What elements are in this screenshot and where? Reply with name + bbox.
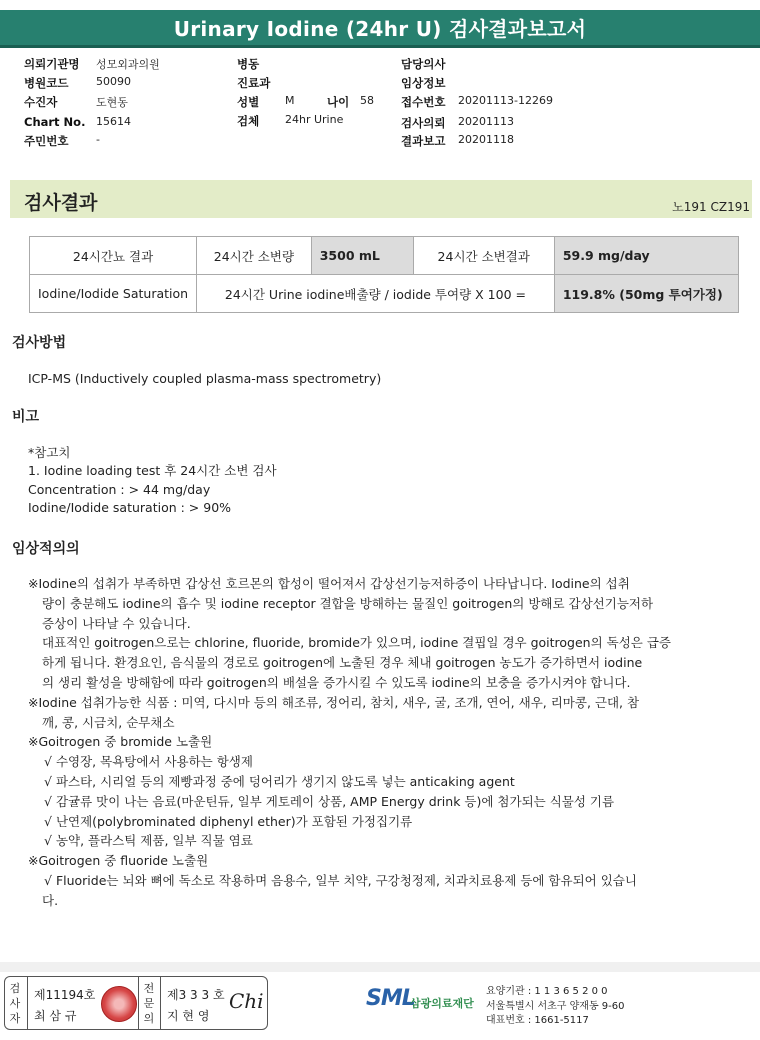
method-text: ICP-MS (Inductively coupled plasma-mass spectrometry) [28, 371, 382, 386]
table-row [30, 275, 739, 313]
institution-label: 의뢰기관명 [24, 57, 80, 71]
sml-org-name: 삼광의료재단 [410, 997, 474, 1010]
doctor-label: 전 문 의 [143, 982, 155, 1025]
urine-volume-value: 3500 mL [311, 237, 413, 275]
method-heading: 검사방법 [12, 335, 67, 351]
clinical-text [28, 574, 728, 911]
clinical-line: 량이 충분해도 iodine의 흡수 및 iodine receptor 결합을 방해하는 물질인 goitrogen의 방해로 갑상선기능저하 [42, 595, 654, 611]
result-cell: 24시간뇨 결과 [30, 237, 197, 275]
chart-no-label: Chart No. [24, 115, 86, 129]
tester-license: 제11194호 [34, 988, 96, 1002]
request-date-label: 검사의뢰 [401, 116, 446, 130]
report-title-bar [0, 10, 760, 48]
tester-label: 검 사 자 [9, 982, 21, 1025]
hospital-code-value: 50090 [96, 75, 131, 88]
lab-phone: 대표번호 : 1661-5117 [486, 1015, 589, 1026]
sml-logo [366, 986, 474, 1011]
physician-label: 담당의사 [401, 57, 446, 71]
clinical-line: 증상이 나타날 수 있습니다. [42, 615, 191, 631]
lab-code: 요양기관 : 1 1 3 6 5 2 0 0 [486, 986, 608, 997]
department-label: 진료과 [237, 76, 271, 90]
resident-no-label: 주민번호 [24, 134, 69, 148]
results-code: 노191 CZ191 [672, 200, 750, 214]
doctor-signature: Chi [229, 989, 264, 1013]
lab-address: 서울특별시 서초구 양재동 9-60 [486, 1000, 625, 1012]
divider [138, 977, 139, 1029]
clinical-line: 깨, 콩, 시금치, 순무채소 [42, 714, 175, 730]
clinical-line: √ Fluoride는 뇌와 뼈에 독소로 작용하며 음용수, 일부 치약, 구강청정제, 치과치료용제 등에 함유되어 있습니 [44, 872, 637, 888]
specimen-label: 검체 [237, 114, 260, 128]
urine-result-value: 59.9 mg/day [554, 237, 738, 275]
patient-name-label: 수진자 [24, 95, 58, 109]
remarks-line: *참고치 [28, 445, 71, 460]
request-date-value: 20201113 [458, 115, 514, 128]
table-row [30, 237, 739, 275]
remarks-heading: 비고 [12, 409, 40, 425]
patient-info [0, 56, 760, 156]
clinical-line: √ 난연제(polybrominated diphenyl ether)가 포함된 가정집기류 [44, 813, 413, 829]
report-date-value: 20201118 [458, 133, 514, 146]
sml-logo-mark: SML [366, 986, 415, 1011]
clinical-line: 다. [42, 892, 59, 908]
sex-value: M [285, 94, 295, 107]
tester-name: 최 삼 규 [34, 1009, 77, 1023]
signature-box [4, 976, 268, 1030]
clinical-line: 대표적인 goitrogen으로는 chlorine, fluoride, bromide가 있으며, iodine 결핍일 경우 goitrogen의 독성은 급증 [42, 635, 671, 651]
hospital-code-label: 병원코드 [24, 76, 69, 90]
footer-divider [0, 962, 760, 972]
result-cell: 24시간 Urine iodine배출량 / iodide 투여량 X 100 = [197, 275, 555, 313]
saturation-value: 119.8% (50mg 투여가정) [554, 275, 738, 313]
report-title: Urinary Iodine (24hr U) 검사결과보고서 [173, 17, 587, 41]
doctor-license: 제3 3 3 호 [167, 988, 225, 1002]
sex-label: 성별 [237, 95, 260, 109]
lab-info [486, 985, 625, 1029]
age-label: 나이 [327, 95, 350, 109]
accession-no-label: 접수번호 [401, 95, 446, 109]
clinical-heading: 임상적의의 [12, 541, 80, 557]
clinical-line: 하게 됩니다. 환경요인, 음식물의 경로로 goitrogen에 노출된 경우 체내 goitrogen 농도가 증가하면서 iodine [42, 655, 643, 671]
clinical-line: √ 감귤류 맛이 나는 음료(마운틴듀, 일부 게토레이 상품, AMP Energy drink 등)에 첨가되는 식물성 기름 [44, 793, 615, 809]
remarks-line: Concentration : > 44 mg/day [28, 482, 211, 497]
clinical-line: √ 농약, 플라스틱 제품, 일부 직물 염료 [44, 833, 253, 849]
clinical-line: √ 수영장, 목욕탕에서 사용하는 항생제 [44, 754, 253, 770]
report-date-label: 결과보고 [401, 134, 446, 148]
divider [160, 977, 161, 1029]
chart-no-value: 15614 [96, 115, 131, 128]
divider [27, 977, 28, 1029]
clinical-line: ※Iodine 섭취가능한 식품 : 미역, 다시마 등의 해조류, 정어리, 참치, 새우, 굴, 조개, 연어, 새우, 리마콩, 근대, 참 [28, 694, 640, 710]
clinical-info-label: 임상정보 [401, 76, 446, 90]
age-value: 58 [360, 94, 374, 107]
clinical-line: ※Iodine의 섭취가 부족하면 갑상선 호르몬의 합성이 떨어져서 갑상선기능저하증이 나타납니다. Iodine의 섭취 [28, 576, 630, 591]
specimen-value: 24hr Urine [285, 113, 344, 126]
ward-label: 병동 [237, 57, 260, 71]
result-cell: Iodine/Iodide Saturation [30, 275, 197, 313]
clinical-line: ※Goitrogen 중 fluoride 노출원 [28, 853, 209, 869]
clinical-line: ※Goitrogen 중 bromide 노출원 [28, 734, 213, 750]
results-header [10, 180, 752, 218]
remarks-line: Iodine/Iodide saturation : > 90% [28, 500, 232, 515]
result-cell: 24시간 소변결과 [413, 237, 554, 275]
institution-value: 성모외과의원 [96, 58, 160, 71]
results-table [29, 236, 739, 313]
doctor-name: 지 현 영 [167, 1009, 210, 1023]
tester-seal-stamp [101, 986, 137, 1022]
resident-no-value: - [96, 133, 100, 146]
patient-name-value: 도현동 [96, 96, 128, 109]
accession-no-value: 20201113-12269 [458, 94, 553, 107]
results-heading: 검사결과 [24, 192, 98, 214]
clinical-line: 의 생리 활성을 방해함에 따라 goitrogen의 배설을 증가시킬 수 있도록 iodine의 보충을 증가시켜야 합니다. [42, 674, 631, 690]
result-cell: 24시간 소변량 [197, 237, 312, 275]
remarks-line: 1. Iodine loading test 후 24시간 소변 검사 [28, 463, 277, 478]
clinical-line: √ 파스타, 시리얼 등의 제빵과정 중에 덩어리가 생기지 않도록 넣는 anticaking agent [44, 773, 515, 789]
